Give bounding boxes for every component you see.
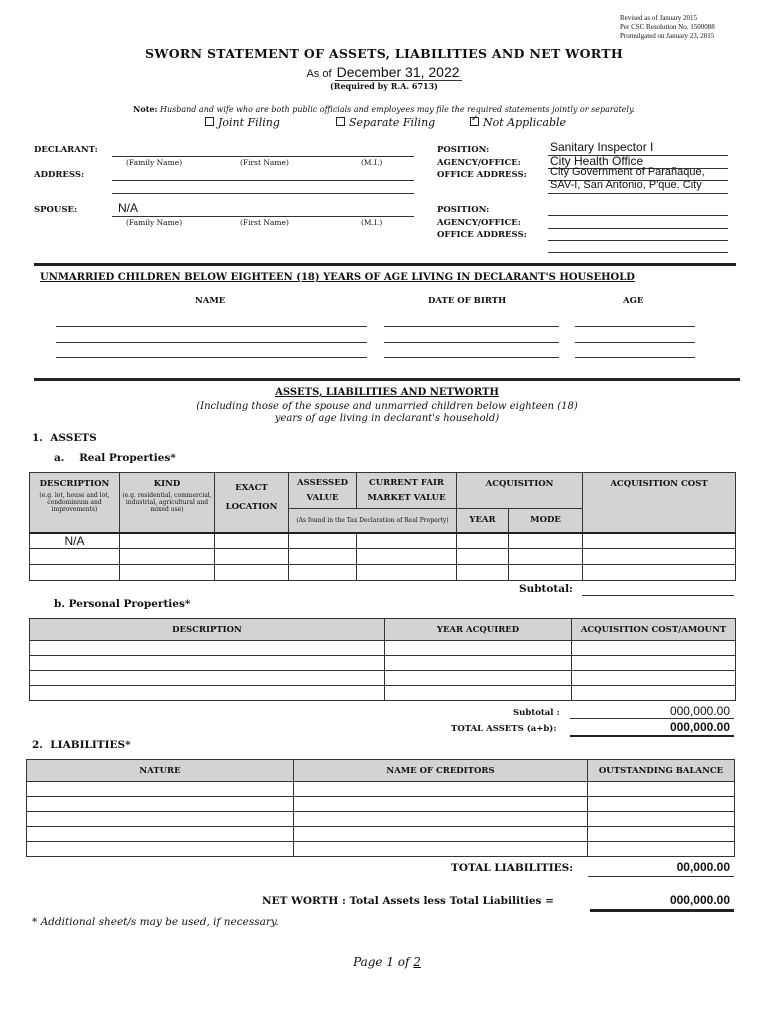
col-current-fair-market-value <box>357 473 457 509</box>
assets-heading: ASSETS, LIABILITIES AND NETWORTH <box>275 387 499 398</box>
spouse-value[interactable]: N/A <box>118 201 139 215</box>
col-nature: NATURE <box>27 760 294 782</box>
revision-line-1: Revised as of January 2015 <box>620 14 697 22</box>
table-cell[interactable] <box>27 797 294 812</box>
table-cell[interactable] <box>385 686 572 701</box>
not-applicable-option[interactable] <box>470 116 566 129</box>
col-mode <box>509 509 583 533</box>
filing-note <box>0 104 768 114</box>
child-age-field-2[interactable] <box>575 342 695 343</box>
not-applicable-checkbox[interactable] <box>470 117 479 126</box>
table-cell[interactable] <box>27 827 294 842</box>
net-worth-value[interactable]: 000,000.00 <box>669 893 730 907</box>
spouse-mi-caption: (M.I.) <box>361 218 383 227</box>
table-cell[interactable] <box>289 533 357 549</box>
col-pp-description: DESCRIPTION <box>30 619 385 641</box>
document-title: SWORN STATEMENT OF ASSETS, LIABILITIES AND NET WORTH <box>145 46 623 61</box>
declarant-family-name-caption: (Family Name) <box>126 158 183 167</box>
table-row <box>30 549 736 565</box>
table-row <box>30 565 736 581</box>
table-cell[interactable] <box>583 549 736 565</box>
pp-subtotal-label: Subtotal : <box>513 708 560 718</box>
table-cell[interactable] <box>583 533 736 549</box>
personal-properties-label: b. Personal Properties* <box>54 598 191 610</box>
office-address-value-1[interactable]: City Government of Parañaque, <box>550 166 705 178</box>
declarant-first-name-caption: (First Name) <box>240 158 289 167</box>
address-field-1[interactable] <box>112 180 414 181</box>
table-cell[interactable] <box>572 641 736 656</box>
col-outstanding-balance: OUTSTANDING BALANCE <box>588 760 735 782</box>
note-text: Husband and wife who are both public officials and employees may file the required statements jointly or separately. <box>159 105 635 114</box>
col-kind-label: KIND <box>153 479 181 489</box>
child-age-field-1[interactable] <box>575 326 695 327</box>
table-cell[interactable] <box>588 842 735 857</box>
table-row <box>27 827 735 842</box>
col-exact-label: EXACT <box>235 483 268 493</box>
spouse-first-name-caption: (First Name) <box>240 218 289 227</box>
table-row <box>30 641 736 656</box>
position-value[interactable]: Sanitary Inspector I <box>550 140 654 154</box>
children-col-age: AGE <box>623 296 644 306</box>
child-name-field-3[interactable] <box>56 357 367 358</box>
spouse-position-field[interactable] <box>548 215 728 216</box>
office-address-label: OFFICE ADDRESS: <box>437 170 527 180</box>
col-year <box>457 509 509 533</box>
table-cell[interactable] <box>457 565 509 581</box>
required-by: (Required by R.A. 6713) <box>330 81 438 91</box>
personal-properties-table <box>29 618 736 701</box>
address-field-2[interactable] <box>112 193 414 194</box>
children-col-name: NAME <box>195 296 226 306</box>
position-label: POSITION: <box>437 145 490 155</box>
liabilities-table <box>26 759 735 857</box>
table-cell[interactable] <box>588 827 735 842</box>
col-exact-location <box>215 473 289 533</box>
total-assets-underline <box>570 735 734 737</box>
col-value-label: VALUE <box>306 492 339 503</box>
page-prefix: Page 1 of <box>353 955 414 969</box>
agency-label: AGENCY/OFFICE: <box>437 158 521 168</box>
table-cell[interactable] <box>30 549 120 565</box>
table-cell[interactable] <box>457 533 509 549</box>
spouse-office-address-field-1[interactable] <box>548 240 728 241</box>
table-row <box>27 812 735 827</box>
table-cell[interactable] <box>294 782 588 797</box>
revision-line-3: Promulgated on January 23, 2015 <box>620 32 715 40</box>
declarant-mi-caption: (M.I.) <box>361 158 383 167</box>
footnote: * Additional sheet/s may be used, if necessary. <box>32 916 279 928</box>
net-worth-underline <box>590 909 734 912</box>
child-name-field-2[interactable] <box>56 342 367 343</box>
spouse-label: SPOUSE: <box>34 205 78 215</box>
table-cell[interactable] <box>509 533 583 549</box>
col-acquisition-label: ACQUISITION <box>485 479 554 489</box>
table-cell[interactable] <box>385 641 572 656</box>
children-col-dob: DATE OF BIRTH <box>428 296 507 306</box>
table-cell[interactable] <box>27 812 294 827</box>
table-cell[interactable] <box>509 549 583 565</box>
pp-subtotal-value[interactable]: 000,000.00 <box>669 704 730 718</box>
col-cfmv-label-2: MARKET VALUE <box>367 492 446 503</box>
table-cell[interactable] <box>588 812 735 827</box>
table-cell[interactable] <box>357 565 457 581</box>
table-cell[interactable] <box>572 686 736 701</box>
office-address-field-2 <box>548 193 728 194</box>
real-subtotal-field[interactable] <box>582 595 734 596</box>
col-pp-cost: ACQUISITION COST/AMOUNT <box>572 619 736 641</box>
col-description-label: DESCRIPTION <box>39 479 110 489</box>
table-row <box>30 656 736 671</box>
table-cell[interactable] <box>294 842 588 857</box>
table-cell[interactable] <box>294 812 588 827</box>
table-cell[interactable] <box>583 565 736 581</box>
col-assessed-value <box>289 473 357 509</box>
total-liabilities-value[interactable]: 00,000.00 <box>676 860 730 874</box>
table-row <box>27 842 735 857</box>
col-description-note: (e.g. lot, house and lot, condominium and improvements) <box>39 492 110 513</box>
pp-subtotal-field <box>570 718 734 719</box>
real-properties-table <box>29 472 736 581</box>
col-assessed-label: ASSESSED <box>296 477 349 488</box>
table-cell[interactable] <box>457 549 509 565</box>
child-age-field-3[interactable] <box>575 357 695 358</box>
table-cell[interactable] <box>30 656 385 671</box>
revision-note <box>620 14 715 41</box>
col-kind-note: (e.g. residential, commercial, industrial, agricultural and mixed use) <box>122 492 212 513</box>
col-mode-label: MODE <box>530 515 561 526</box>
col-location-label: LOCATION <box>225 502 278 512</box>
joint-filing-checkbox[interactable] <box>205 117 214 126</box>
table-cell[interactable] <box>215 533 289 549</box>
table-row <box>30 533 736 549</box>
col-acquisition-cost <box>583 473 736 533</box>
table-cell[interactable] <box>120 549 215 565</box>
separate-filing-option[interactable] <box>336 116 435 129</box>
note-label: Note: <box>133 104 158 114</box>
col-cfmv-label-1: CURRENT FAIR <box>368 477 444 488</box>
table-cell[interactable] <box>215 549 289 565</box>
children-heading: UNMARRIED CHILDREN BELOW EIGHTEEN (18) YEARS OF AGE LIVING IN DECLARANT'S HOUSEHOLD <box>40 272 635 283</box>
col-description <box>30 473 120 533</box>
table-cell[interactable] <box>294 827 588 842</box>
spouse-position-label: POSITION: <box>437 205 490 215</box>
table-cell[interactable] <box>30 671 385 686</box>
table-cell[interactable] <box>289 549 357 565</box>
table-cell[interactable] <box>120 565 215 581</box>
assets-subheading-1: (Including those of the spouse and unmarried children below eighteen (18) <box>196 401 578 412</box>
col-creditors: NAME OF CREDITORS <box>294 760 588 782</box>
col-pp-year-acquired: YEAR ACQUIRED <box>385 619 572 641</box>
table-row <box>30 686 736 701</box>
spouse-agency-field[interactable] <box>548 228 728 229</box>
table-row <box>30 671 736 686</box>
office-address-value-2[interactable]: SAV-I, San Antonio, P'que. City <box>550 179 702 191</box>
spouse-office-address-label: OFFICE ADDRESS: <box>437 230 527 240</box>
joint-filing-option[interactable] <box>205 116 280 129</box>
total-assets-label: TOTAL ASSETS (a+b): <box>451 724 557 734</box>
revision-line-2: Per CSC Resolution No. 1500088 <box>620 23 715 31</box>
declarant-label: DECLARANT: <box>34 145 98 155</box>
spouse-name-field <box>112 216 414 217</box>
assets-label: 1. ASSETS <box>32 432 97 444</box>
separate-filing-label: Separate Filing <box>349 116 436 129</box>
col-tax-note-label: (As found in the Tax Declaration of Real Property) <box>296 516 449 524</box>
table-cell[interactable] <box>357 549 457 565</box>
spouse-office-address-field-2[interactable] <box>548 252 728 253</box>
section-divider-1 <box>34 263 736 266</box>
table-cell[interactable] <box>27 842 294 857</box>
table-cell[interactable] <box>120 533 215 549</box>
separate-filing-checkbox[interactable] <box>336 117 345 126</box>
col-acquisition <box>457 473 583 509</box>
col-kind <box>120 473 215 533</box>
page-number <box>0 955 768 969</box>
real-row1-description[interactable]: N/A <box>30 533 120 549</box>
table-cell[interactable] <box>572 671 736 686</box>
table-cell[interactable] <box>30 565 120 581</box>
table-row <box>27 797 735 812</box>
child-dob-field-3[interactable] <box>384 357 559 358</box>
col-tax-note <box>289 509 457 533</box>
table-cell[interactable] <box>588 782 735 797</box>
table-cell[interactable] <box>294 797 588 812</box>
table-cell[interactable] <box>509 565 583 581</box>
agency-value[interactable]: City Health Office <box>550 154 644 168</box>
spouse-agency-label: AGENCY/OFFICE: <box>437 218 521 228</box>
spouse-family-name-caption: (Family Name) <box>126 218 183 227</box>
page-total-link[interactable]: 2 <box>413 955 421 969</box>
col-year-label: YEAR <box>469 515 496 526</box>
table-cell[interactable] <box>27 782 294 797</box>
table-cell[interactable] <box>30 641 385 656</box>
table-cell[interactable] <box>357 533 457 549</box>
as-of-prefix: As of <box>306 68 332 80</box>
table-cell[interactable] <box>30 686 385 701</box>
net-worth-label: NET WORTH : Total Assets less Total Liabilities = <box>262 895 554 907</box>
col-acquisition-cost-label: ACQUISITION COST <box>610 479 708 489</box>
address-label: ADDRESS: <box>34 170 85 180</box>
total-liabilities-label: TOTAL LIABILITIES: <box>451 862 574 874</box>
section-divider-2 <box>34 378 740 381</box>
table-cell[interactable] <box>289 565 357 581</box>
real-properties-label: a. Real Properties* <box>54 452 176 464</box>
table-cell[interactable] <box>572 656 736 671</box>
not-applicable-label: Not Applicable <box>483 116 567 129</box>
real-subtotal-label: Subtotal: <box>519 583 573 595</box>
child-dob-field-2[interactable] <box>384 342 559 343</box>
declarant-name-field[interactable] <box>112 156 414 157</box>
table-cell[interactable] <box>385 671 572 686</box>
liabilities-label: 2. LIABILITIES* <box>32 739 131 751</box>
joint-filing-label: Joint Filing <box>218 116 280 129</box>
total-liabilities-field <box>588 876 734 877</box>
table-cell[interactable] <box>588 797 735 812</box>
child-dob-field-1[interactable] <box>384 326 559 327</box>
table-row <box>27 782 735 797</box>
assets-subheading-2: years of age living in declarant's household) <box>274 413 500 424</box>
table-cell[interactable] <box>385 656 572 671</box>
as-of-date[interactable]: December 31, 2022 <box>336 64 460 80</box>
child-name-field-1[interactable] <box>56 326 367 327</box>
as-of-line <box>0 64 768 80</box>
table-cell[interactable] <box>215 565 289 581</box>
total-assets-value[interactable]: 000,000.00 <box>669 720 730 734</box>
